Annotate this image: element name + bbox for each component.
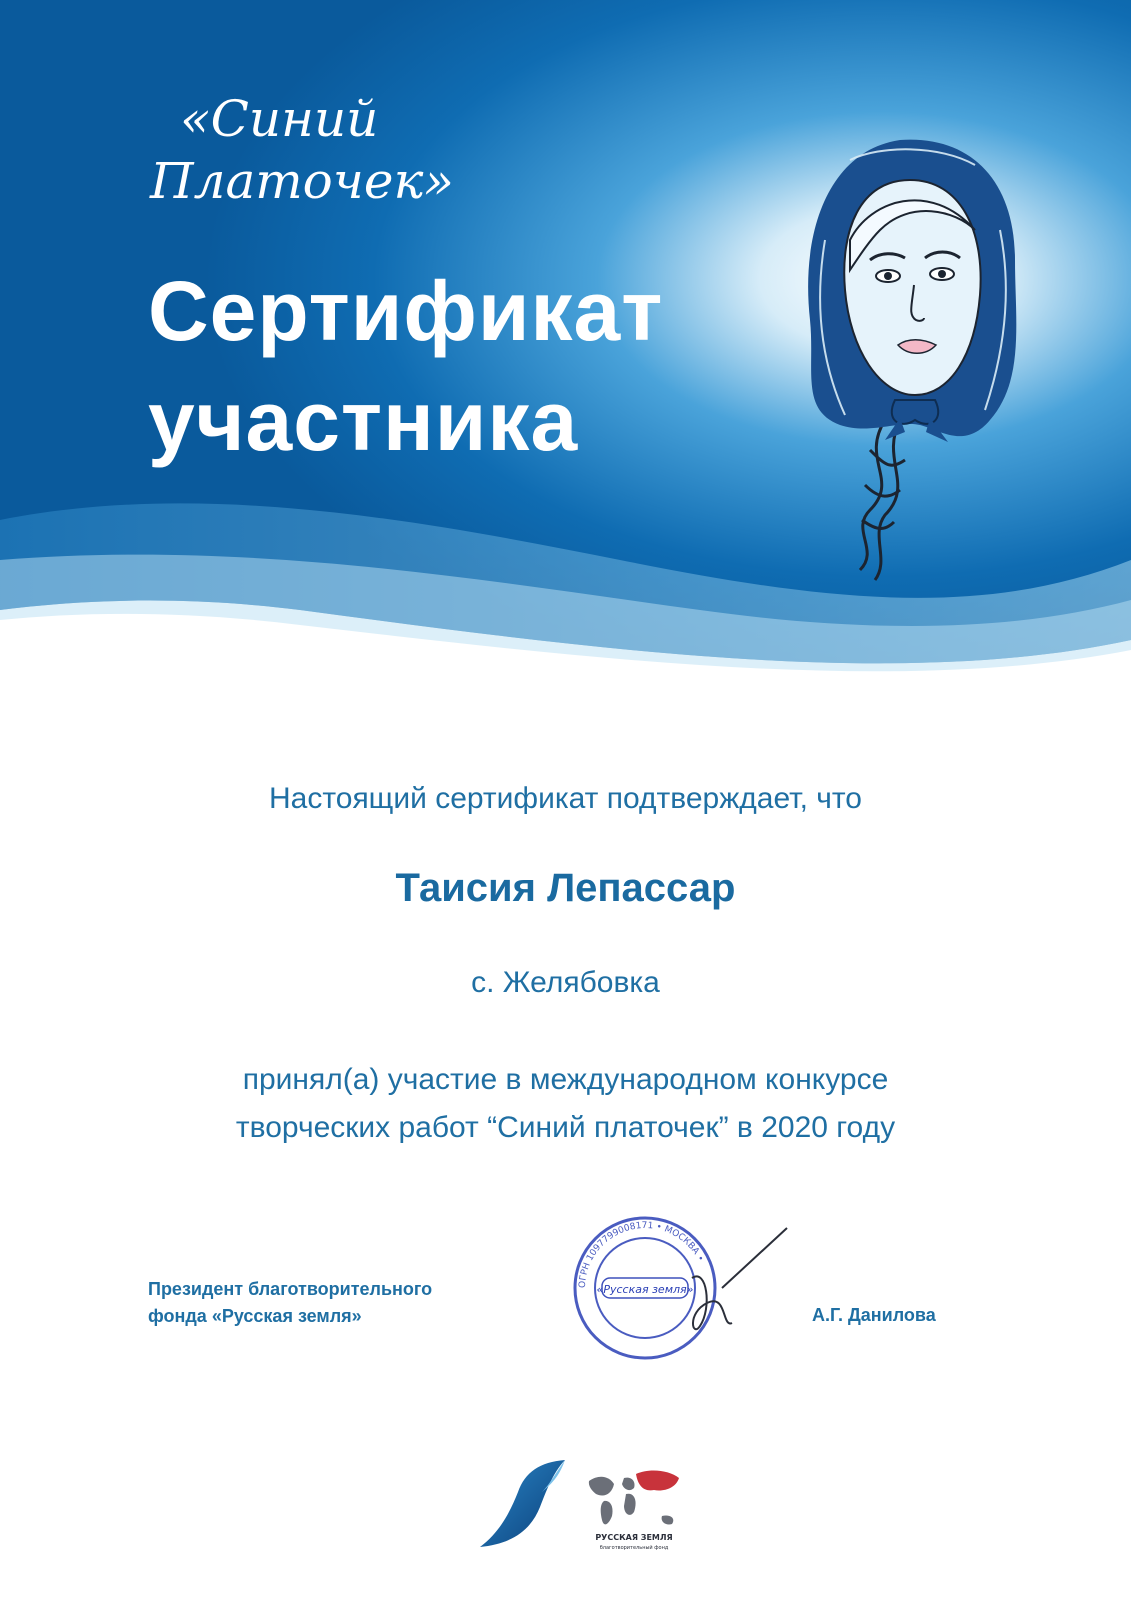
description-line-1: принял(а) участие в международном конкурсе <box>242 1063 889 1096</box>
signer-role <box>148 1276 508 1330</box>
signer-name: А.Г. Данилова <box>812 1305 936 1325</box>
woman-headscarf-icon <box>790 120 1030 600</box>
seal-stamp-icon <box>572 1208 822 1368</box>
title-line-2: участника <box>148 374 579 468</box>
title-line-1: Сертификат <box>148 264 664 358</box>
stamp-center-text: «Русская земля» <box>596 1283 694 1296</box>
certificate-title <box>148 256 748 476</box>
brand-logo-text <box>150 88 454 212</box>
logo-caption-line-1: РУССКАЯ ЗЕМЛЯ <box>595 1533 673 1542</box>
participant-name: Таисия Лепассар <box>395 866 736 910</box>
brand-line-1: «Синий <box>180 90 379 148</box>
participant-location: с. Желябовка <box>471 966 660 999</box>
intro-text: Настоящий сертификат подтверждает, что <box>269 782 862 815</box>
logo-caption-line-2: благотворительный фонд <box>599 1545 669 1551</box>
brand-line-2: Платочек» <box>150 152 454 210</box>
blue-wing-logo-icon <box>480 1452 570 1552</box>
description-line-2: творческих работ “Синий платочек” в 2020 году <box>235 1111 896 1144</box>
participation-description <box>0 1056 1131 1152</box>
signer-role-line-1: Президент благотворительного <box>148 1279 433 1299</box>
stamp-ring-text: ОГРН 1097799008171 • МОСКВА • <box>577 1220 706 1289</box>
signer-role-line-2: фонда «Русская земля» <box>148 1306 362 1326</box>
world-map-logo-icon <box>584 1456 684 1556</box>
